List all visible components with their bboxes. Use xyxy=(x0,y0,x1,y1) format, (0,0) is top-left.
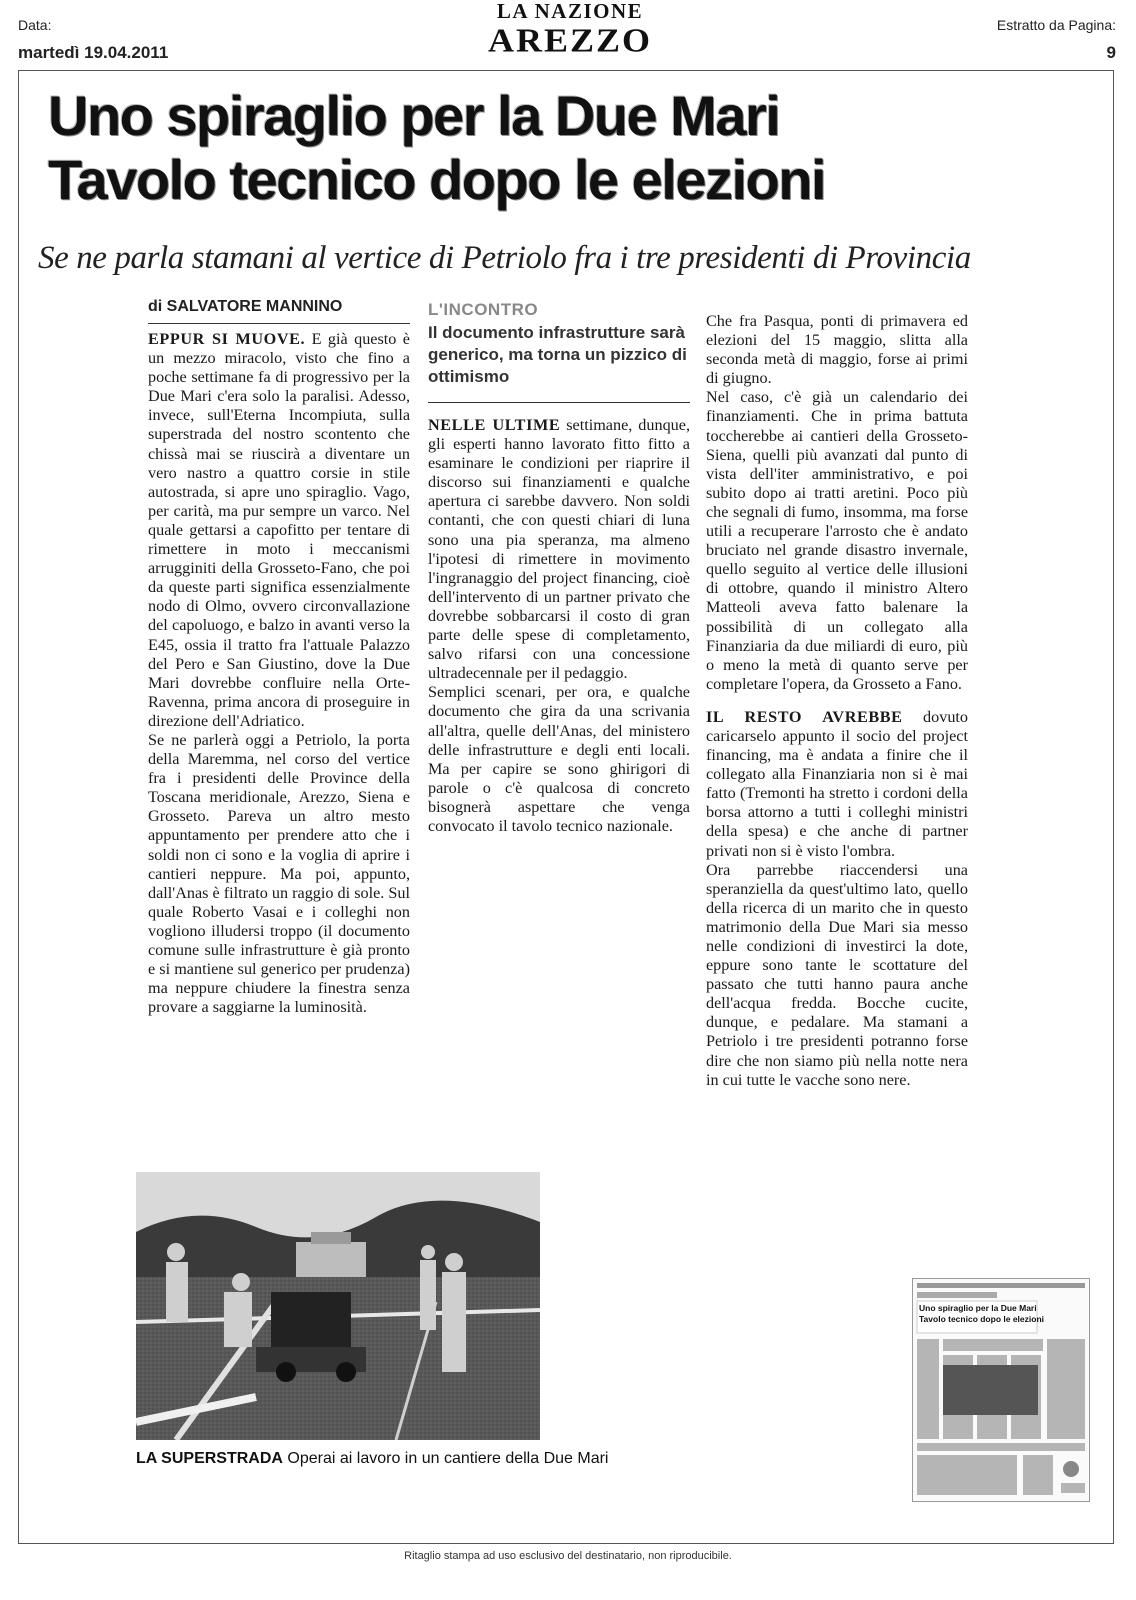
page-label: Estratto da Pagina: xyxy=(996,17,1116,33)
thumbnail-headline-line2: Tavolo tecnico dopo le elezioni xyxy=(919,1314,1044,1324)
col3-paragraph-2: Nel caso, c'è già un calendario dei finanziamenti. Che in prima battuta toccherebbe ai cantieri della Grosseto-Siena, quelli più avanzati dal punto di vista dell'iter amministrativo, e poi subito dopo ai tratti aretini. Poco più che segnali di fumo, insomma, ma forse utili a recuperare l'arrosto che è andato bruciato nel grande disastro invernale, quello seguito al vertice delle illusioni di ottobre, quando il ministro Altero Matteoli aveva fatto balenare la possibilità di un collegato alla Finanziaria da due miliardi di euro, più o meno la metà di quanto serve per completare l'opera, da Grosseto a Fano. xyxy=(706,388,968,693)
incontro-title: Il documento infrastrutture sarà generico, ma torna un pizzico di ottimismo xyxy=(428,323,687,386)
col3-lead: IL RESTO AVREBBE xyxy=(706,707,903,726)
thumbnail-headline-line1: Uno spiraglio per la Due Mari xyxy=(919,1303,1037,1313)
col3-paragraph-3: dovuto caricarselo appunto il socio del project financing, ma è andata a finire che il collegato alla Finanziaria non si è mai fatto (Tremonti ha stretto i cordoni della borsa attorno a tutti i colleghi ministri della spesa) e che anche di partner privati non si è visto l'ombra. xyxy=(706,707,968,860)
construction-photo-drawing xyxy=(136,1172,540,1440)
incontro-rule xyxy=(428,402,690,403)
article-column-3 xyxy=(706,312,968,1090)
construction-photo xyxy=(136,1172,540,1440)
col2-paragraph-2: Semplici scenari, per ora, e qualche documento che gira da una scrivania all'altra, quelle dell'Anas, del ministero delle infrastrutture e degli enti locali. Ma per capire se sono ghirigori di parole o c'è qualcosa di concreto bisognerà aspettare che venga convocato il tavolo tecnico nazionale. xyxy=(428,683,690,835)
footer-notice: Ritaglio stampa ad uso esclusivo del destinatario, non riproducibile. xyxy=(404,1550,732,1562)
headline-line2: Tavolo tecnico dopo le elezioni xyxy=(48,148,826,211)
byline-rule xyxy=(148,323,410,324)
col2-paragraph-1: settimane, dunque, gli esperti hanno lavorato fitto fitto a esaminare le condizioni per riaprire il discorso sui finanziamenti e qualche apertura ci sarebbe davvero. Non soldi contanti, che con questi chiari di luna sono una pia speranza, ma almeno l'ipotesi di rimettere in movimento l'ingranaggio del project financing, cioè dell'intervento di un partner privato che dovrebbe sobbarcarsi il costo di gran parte delle spese di completamento, salvo rifarsi con una concessione ultradecennale per il pedaggio. xyxy=(428,416,691,683)
subheadline: Se ne parla stamani al vertice di Petriolo fra i tre presidenti di Provincia xyxy=(38,240,971,276)
article-column-1 xyxy=(148,330,410,1017)
incontro-kicker: L'INCONTRO xyxy=(428,300,539,319)
date-label: Data: xyxy=(18,17,52,33)
page-number: 9 xyxy=(1106,43,1116,62)
photo-caption xyxy=(136,1450,608,1468)
byline: di SALVATORE MANNINO xyxy=(148,298,343,315)
col1-lead: EPPUR SI MUOVE. xyxy=(148,330,306,348)
caption-label: LA SUPERSTRADA xyxy=(136,1450,283,1467)
col2-lead: NELLE ULTIME xyxy=(428,416,561,434)
masthead-line1: LA NAZIONE xyxy=(496,0,644,23)
date-value: martedì 19.04.2011 xyxy=(18,43,169,62)
col3-paragraph-1: Che fra Pasqua, ponti di primavera ed elezioni del 15 maggio, slitta alla seconda metà di maggio, forse ai primi di giugno. xyxy=(706,312,968,388)
col3-paragraph-4: Ora parrebbe riaccendersi una speranziella da quest'ultimo lato, quello della ricerca di un marito che in questo matrimonio della Due Mari sia messo nelle condizioni di investirci la dote, eppure sono tante le scottature del passato che tutti hanno paura anche dell'acqua fredda. Bocche cucite, dunque, e pedalare. Ma stamani a Petriolo i tre presidenti potranno forse dire che non siamo più nella notte nera in cui tutte le vacche sono nere. xyxy=(706,860,968,1089)
page-thumbnail xyxy=(912,1278,1090,1502)
col1-paragraph-1: E già questo è un mezzo miracolo, visto che fino a poche settimane fa di progressivo per la Due Mari c'era solo la paralisi. Adesso, invece, sull'Eterna Incompiuta, sulla superstrada del nostro scontento che chissà mai se riuscirà a diventare un vero nastro a quattro corsie in stile autostrada, si apre uno spiraglio. Vago, per carità, ma pur sempre un varco. Nel quale gettarsi a capofitto per tentare di rimettere in moto i meccanismi arrugginiti della Grosseto-Fano, che poi da queste parti significa essenzialmente nodo di Olmo, ovvero circonvallazione del capoluogo, e balzo in avanti verso la E45, ossia il tratto fra l'attuale Palazzo del Pero e San Giustino, dove la Due Mari dovrebbe confluire nella Orte-Ravenna, prima ancora di proseguire in direzione dell'Adriatico. xyxy=(148,330,410,730)
col1-paragraph-2: Se ne parlerà oggi a Petriolo, la porta della Maremma, nel corso del vertice fra i presidenti delle Province della Toscana meridionale, Arezzo, Siena e Grosseto. Pareva un altro mesto appuntamento per prendere atto che i soldi non ci sono e la voglia di aprire i cantieri neppure. Ma poi, appunto, dall'Anas è filtrato un raggio di sole. Sul quale Roberto Vasai e i colleghi non vogliono illudersi troppo (il documento comune sulle infrastrutture è già pronto e si mantiene sul generico per prudenza) ma neppure chiudere la finestra senza provare a saggiarne la luminosità. xyxy=(148,730,410,1017)
thumbnail-headline xyxy=(919,1303,1044,1325)
headline-line1: Uno spiraglio per la Due Mari xyxy=(48,84,780,147)
caption-text: Operai ai lavoro in un cantiere della Due Mari xyxy=(282,1450,609,1467)
masthead-line2: AREZZO xyxy=(487,21,653,59)
article-column-2 xyxy=(428,416,690,836)
